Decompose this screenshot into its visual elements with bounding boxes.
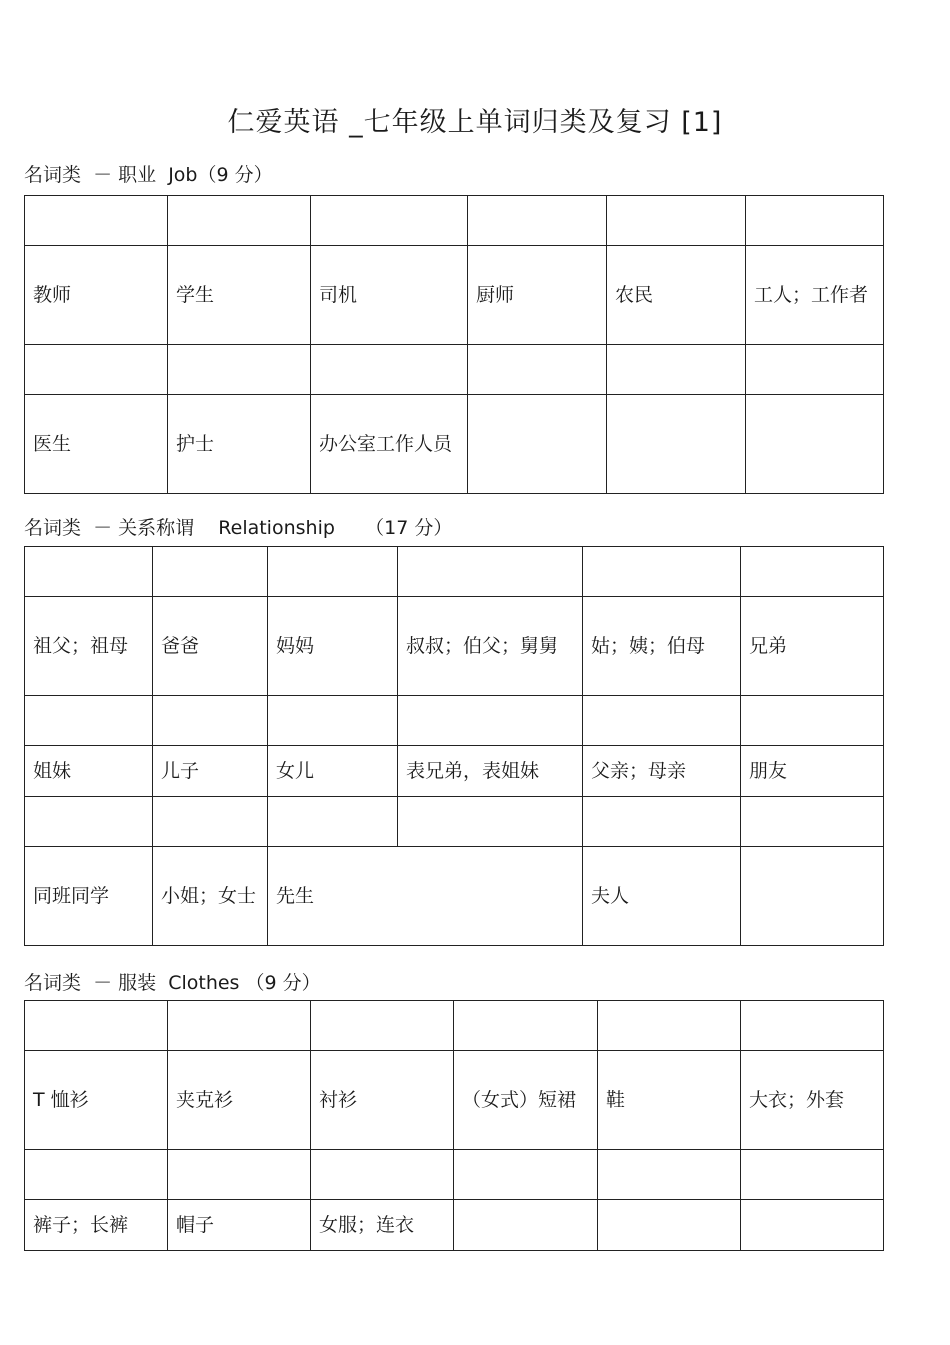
word-cell: 爸爸 — [153, 597, 268, 696]
word-cell — [746, 395, 884, 494]
word-cell: 表兄弟，表姐妹 — [398, 746, 583, 797]
answer-cell[interactable] — [311, 1001, 454, 1051]
word-cell: 先生 — [268, 847, 583, 946]
answer-cell[interactable] — [311, 345, 468, 395]
word-cell: 医生 — [25, 395, 168, 494]
answer-cell[interactable] — [583, 797, 741, 847]
word-row — [25, 746, 884, 797]
answer-cell[interactable] — [741, 1150, 884, 1200]
word-cell: 妈妈 — [268, 597, 398, 696]
answer-cell[interactable] — [398, 547, 583, 597]
answer-row — [25, 196, 884, 246]
job-vocab-table — [24, 195, 884, 494]
answer-row — [25, 696, 884, 746]
word-row — [25, 1051, 884, 1150]
answer-cell[interactable] — [25, 696, 153, 746]
word-cell — [741, 1200, 884, 1251]
answer-row — [25, 1001, 884, 1051]
word-row — [25, 597, 884, 696]
answer-cell[interactable] — [168, 1150, 311, 1200]
answer-cell[interactable] — [268, 797, 398, 847]
word-cell: 学生 — [168, 246, 311, 345]
word-cell: 教师 — [25, 246, 168, 345]
answer-cell[interactable] — [598, 1150, 741, 1200]
answer-cell[interactable] — [583, 547, 741, 597]
answer-cell[interactable] — [25, 797, 153, 847]
word-cell: 祖父；祖母 — [25, 597, 153, 696]
word-cell: 女儿 — [268, 746, 398, 797]
answer-cell[interactable] — [25, 345, 168, 395]
word-row — [25, 246, 884, 345]
word-cell: 工人；工作者 — [746, 246, 884, 345]
answer-cell[interactable] — [398, 696, 583, 746]
word-row — [25, 395, 884, 494]
word-cell: 护士 — [168, 395, 311, 494]
word-cell: 帽子 — [168, 1200, 311, 1251]
word-cell: 儿子 — [153, 746, 268, 797]
word-cell: 姐妹 — [25, 746, 153, 797]
answer-cell[interactable] — [268, 547, 398, 597]
word-cell: 小姐；女士 — [153, 847, 268, 946]
answer-cell[interactable] — [153, 797, 268, 847]
answer-row — [25, 345, 884, 395]
word-cell: 大衣；外套 — [741, 1051, 884, 1150]
word-cell: 司机 — [311, 246, 468, 345]
word-cell: 夫人 — [583, 847, 741, 946]
word-cell — [454, 1200, 598, 1251]
word-cell: 叔叔；伯父；舅舅 — [398, 597, 583, 696]
answer-cell[interactable] — [398, 797, 583, 847]
word-cell: 女服；连衣 — [311, 1200, 454, 1251]
answer-cell[interactable] — [168, 1001, 311, 1051]
answer-row — [25, 797, 884, 847]
word-cell: 夹克衫 — [168, 1051, 311, 1150]
word-cell — [468, 395, 607, 494]
relationship-vocab-table — [24, 546, 884, 946]
word-cell: 办公室工作人员 — [311, 395, 468, 494]
answer-cell[interactable] — [25, 547, 153, 597]
word-cell — [607, 395, 746, 494]
answer-cell[interactable] — [168, 196, 311, 246]
answer-cell[interactable] — [583, 696, 741, 746]
word-cell: 农民 — [607, 246, 746, 345]
word-cell: 姑；姨；伯母 — [583, 597, 741, 696]
answer-cell[interactable] — [468, 196, 607, 246]
answer-cell[interactable] — [741, 547, 884, 597]
answer-row — [25, 547, 884, 597]
section-heading-job: 名词类 － 职业 Job（9 分） — [24, 164, 273, 186]
word-cell: 裤子；长裤 — [25, 1200, 168, 1251]
word-cell: 衬衫 — [311, 1051, 454, 1150]
answer-cell[interactable] — [153, 696, 268, 746]
word-cell: （女式）短裙 — [454, 1051, 598, 1150]
word-cell: 同班同学 — [25, 847, 153, 946]
answer-cell[interactable] — [168, 345, 311, 395]
answer-cell[interactable] — [311, 196, 468, 246]
answer-cell[interactable] — [25, 1150, 168, 1200]
answer-cell[interactable] — [268, 696, 398, 746]
section-heading-relationship: 名词类 － 关系称谓 Relationship （17 分） — [24, 517, 453, 539]
word-row — [25, 1200, 884, 1251]
word-cell: 鞋 — [598, 1051, 741, 1150]
clothes-vocab-table — [24, 1000, 884, 1251]
section-heading-clothes: 名词类 － 服装 Clothes （9 分） — [24, 972, 321, 994]
answer-cell[interactable] — [607, 196, 746, 246]
answer-cell[interactable] — [153, 547, 268, 597]
answer-row — [25, 1150, 884, 1200]
word-cell — [598, 1200, 741, 1251]
answer-cell[interactable] — [746, 196, 884, 246]
word-cell: 厨师 — [468, 246, 607, 345]
answer-cell[interactable] — [741, 1001, 884, 1051]
word-cell: T 恤衫 — [25, 1051, 168, 1150]
answer-cell[interactable] — [311, 1150, 454, 1200]
answer-cell[interactable] — [454, 1001, 598, 1051]
answer-cell[interactable] — [607, 345, 746, 395]
word-cell: 兄弟 — [741, 597, 884, 696]
answer-cell[interactable] — [741, 797, 884, 847]
word-cell: 朋友 — [741, 746, 884, 797]
answer-cell[interactable] — [25, 196, 168, 246]
answer-cell[interactable] — [25, 1001, 168, 1051]
answer-cell[interactable] — [468, 345, 607, 395]
word-cell — [741, 847, 884, 946]
answer-cell[interactable] — [598, 1001, 741, 1051]
word-row — [25, 847, 884, 946]
answer-cell[interactable] — [454, 1150, 598, 1200]
word-cell: 父亲；母亲 — [583, 746, 741, 797]
answer-cell[interactable] — [741, 696, 884, 746]
answer-cell[interactable] — [746, 345, 884, 395]
page-title: 仁爱英语 _七年级上单词归类及复习 [1] — [227, 107, 723, 138]
